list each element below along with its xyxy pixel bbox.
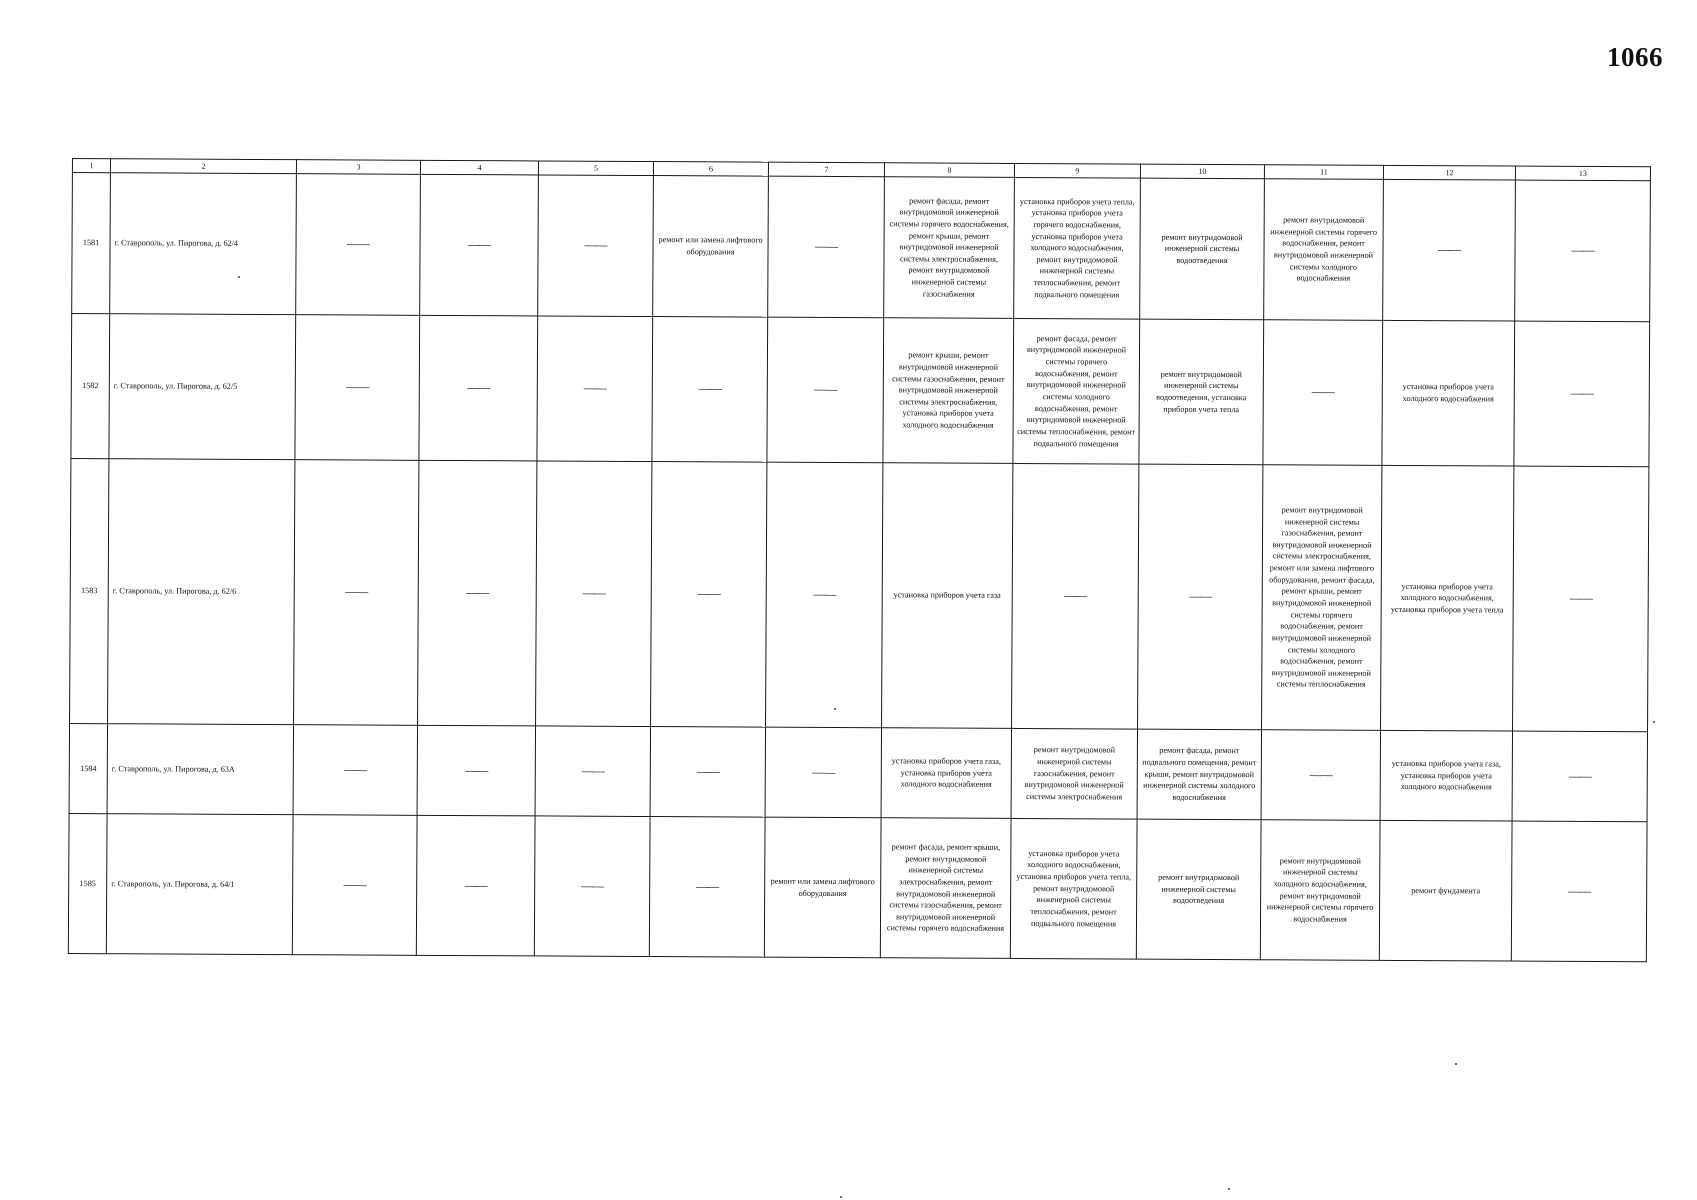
cell-text: 1582 [82,381,99,391]
cell-text: г. Ставрополь, ул. Пирогова, д. 63А [111,763,235,774]
works-cell [1380,730,1512,821]
empty-dash: —— [1309,767,1332,782]
empty-dash: —— [696,878,719,894]
cell-text: ремонт фасада, ремонт внутридомовой инженерной системы горячего водоснабжения, ремонт крыши, ремонт внутридомовой инженерной системы электроснабжения, ремонт внутридомовой инженерной системы газоснабжения [889,195,1009,299]
cell-text: установка приборов учета холодного водоснабжения, установка приборов учета тепла [1390,581,1504,615]
address-cell [108,459,295,725]
cell-text: ремонт внутридомовой инженерной системы водоотведения, установка приборов учета тепла [1156,369,1247,414]
empty-dash: —— [1568,883,1591,898]
works-cell [296,174,421,316]
cell-text: ремонт фасада, ремонт внутридомовой инженерной системы горячего водоснабжения, ремонт внутридомовой инженерной системы холодного водоснабжения, ремонт внутридомовой инженерной системы теплоснабжения, ремонт подвального помещения [1017,333,1136,449]
cell-text: установка приборов учета газа [893,590,1001,601]
works-cell [1260,820,1380,961]
works-cell [651,462,767,728]
cell-text: ремонт внутридомовой инженерной системы водоотведения [1158,872,1240,906]
works-cell [1139,319,1264,465]
works-cell [418,460,537,726]
works-cell [1381,465,1514,731]
address-cell [109,314,296,460]
column-number-cell: 1 [72,159,110,173]
empty-dash: —— [697,586,720,601]
works-cell [1514,321,1650,467]
cell-text: ремонт внутридомовой инженерной системы водоотведения [1161,232,1243,265]
works-cell [292,815,417,956]
empty-dash: —— [1569,591,1592,606]
works-cell [1013,318,1140,464]
cell-text: 1585 [79,878,96,888]
cell-text: ремонт или замена лифтового оборудования [658,235,763,257]
column-number-cell: 2 [110,159,296,174]
works-cell [1383,179,1516,321]
works-cell [1262,465,1382,731]
cell-text: установка приборов учета тепла, установка приборов учета горячего водоснабжения, установка приборов учета холодного водоснабжения, ремонт внутридомовой инженерной системы теплоснабжения, ремонт подвального помещения [1019,196,1135,300]
works-cell [764,817,881,958]
works-cell [765,727,881,818]
cell-text: установка приборов учета холодного водоснабжения [1402,382,1494,404]
empty-dash: —— [343,877,366,892]
works-cell [880,818,1011,959]
empty-dash: —— [466,585,489,600]
works-cell [1511,821,1647,962]
empty-dash: —— [584,237,607,252]
empty-dash: —— [815,239,838,254]
works-cell [649,817,765,958]
works-cell [534,816,650,957]
row-number-cell [69,723,107,813]
empty-dash: —— [581,878,604,893]
row-number-cell [68,813,107,953]
empty-dash: —— [1064,588,1087,603]
row-number-cell [72,173,111,314]
works-cell [768,176,885,318]
cell-text: г. Ставрополь, ул. Пирогова, д. 62/5 [113,381,238,392]
cell-text: ремонт фасада, ремонт крыши, ремонт внутридомовой инженерной системы электроснабжения, ремонт внутридомовой инженерной системы газоснабжения, ремонт внутридомовой инженерной системы горячего водоснабжения [886,842,1005,934]
column-number-cell: 5 [538,161,653,176]
row-number-cell [70,458,109,723]
cell-text: г. Ставрополь, ул. Пирогова, д. 62/4 [114,238,239,249]
empty-dash: —— [468,237,491,252]
cell-text: ремонт фундамента [1411,885,1481,896]
repair-works-table [68,158,1651,962]
table-row [69,723,1647,821]
column-number-cell: 12 [1383,165,1515,180]
works-cell [416,815,535,956]
works-cell [650,727,765,818]
empty-dash: —— [812,764,835,779]
table-row [71,314,1650,467]
empty-dash: —— [1438,242,1461,257]
empty-dash: —— [344,762,367,777]
table-row [70,458,1649,731]
empty-dash: —— [1568,768,1591,783]
works-cell [1261,730,1380,821]
column-number-cell: 6 [653,162,768,177]
empty-dash: —— [345,584,368,599]
works-cell [1140,178,1265,320]
table-row [68,813,1647,961]
works-cell [538,175,654,317]
works-cell [653,176,769,318]
empty-dash: —— [696,763,719,779]
empty-dash: —— [1571,243,1594,258]
works-cell [536,461,652,727]
column-number-cell: 9 [1014,163,1140,178]
cell-text: ремонт крыши, ремонт внутридомовой инженерной системы газоснабжения, ремонт внутридомовой инженерной системы электроснабжения, установка приборов учета холодного водоснабжения [892,350,1005,430]
works-cell [294,460,419,726]
address-cell [110,173,297,315]
works-cell [537,316,653,462]
cell-text: установка приборов учета газа, установка приборов учета холодного водоснабжения [1391,758,1501,792]
works-cell [1513,466,1649,732]
works-cell [419,315,538,461]
column-number-cell: 10 [1140,164,1264,179]
cell-text: ремонт внутридомовой инженерной системы газоснабжения, ремонт внутридомовой инженерной системы электроснабжения [1024,745,1124,802]
works-cell [1014,177,1141,319]
cell-text: ремонт внутридомовой инженерной системы газоснабжения, ремонт внутридомовой инженерной системы электроснабжения, ремонт или замена лифтового оборудования, ремонт фасада, ремонт крыши, ремонт внутридомовой инженерной системы горячего водоснабжения, ремонт внутридомовой инженерной системы холодного водоснабжения, ремонт внутридомовой инженерной системы теплоснабжения [1269,505,1375,690]
cell-text: г. Ставрополь, ул. Пирогова, д. 64/1 [111,878,235,889]
empty-dash: —— [583,380,606,395]
column-number-cell: 7 [768,162,884,177]
works-cell [1264,179,1384,321]
works-cell [1136,819,1261,960]
works-cell [1137,729,1261,820]
works-cell [883,318,1014,464]
works-cell [1263,320,1383,466]
works-cell [882,463,1013,729]
address-cell [106,814,293,955]
works-cell [420,174,539,316]
empty-dash: —— [467,380,490,395]
works-cell [293,725,417,816]
row-number-cell [71,314,110,459]
cell-text: ремонт внутридомовой инженерной системы холодного водоснабжения, ремонт внутридомовой инженерной системы горячего водоснабжения [1266,855,1374,924]
cell-text: ремонт фасада, ремонт подвального помещения, ремонт крыши, ремонт внутридомовой инженерной системы холодного водоснабжения [1142,746,1257,803]
works-cell [1379,820,1512,961]
works-cell [295,315,420,461]
cell-text: установка приборов учета холодного водоснабжения, установка приборов учета тепла, ремонт внутридомовой инженерной системы теплоснабжения, ремонт подвального помещения [1016,848,1132,929]
empty-dash: —— [464,877,487,892]
cell-text: г. Ставрополь, ул. Пирогова, д. 62/6 [112,586,237,597]
works-cell [652,317,768,463]
works-cell [767,317,884,463]
empty-dash: —— [814,382,837,397]
empty-dash: —— [582,585,605,600]
column-number-cell: 3 [296,160,420,175]
cell-text: 1581 [82,238,100,248]
works-cell [1010,818,1137,959]
cell-text: ремонт внутридомовой инженерной системы горячего водоснабжения, ремонт внутридомовой инженерной системы холодного водоснабжения [1270,215,1377,283]
works-cell [881,728,1011,819]
works-cell [1515,180,1651,322]
empty-dash: —— [1570,386,1593,401]
works-cell [766,462,883,728]
works-cell [1011,728,1137,819]
page-number: 1066 [1607,42,1663,72]
column-number-cell: 8 [884,163,1014,178]
empty-dash: —— [465,762,488,777]
cell-text: 1584 [80,763,97,773]
works-cell [884,177,1015,319]
column-number-cell: 4 [420,160,538,175]
works-cell [1138,464,1263,730]
works-cell [535,726,650,817]
empty-dash: —— [1311,384,1334,399]
cell-text: ремонт или замена лифтового оборудования [770,876,875,898]
works-cell [1382,320,1515,466]
table-row [72,173,1651,322]
empty-dash: —— [698,381,721,396]
works-cell [417,725,535,816]
works-cell [1012,463,1139,729]
column-number-cell: 11 [1264,165,1383,180]
empty-dash: —— [346,379,369,394]
works-cell [1512,731,1647,822]
cell-text: 1583 [81,586,98,596]
empty-dash: —— [347,236,370,251]
empty-dash: —— [1189,589,1212,604]
cell-text: установка приборов учета газа, установка приборов учета холодного водоснабжения [891,756,1002,790]
column-number-cell: 13 [1515,166,1650,181]
empty-dash: —— [581,763,604,778]
address-cell [107,724,293,815]
empty-dash: —— [813,587,836,602]
